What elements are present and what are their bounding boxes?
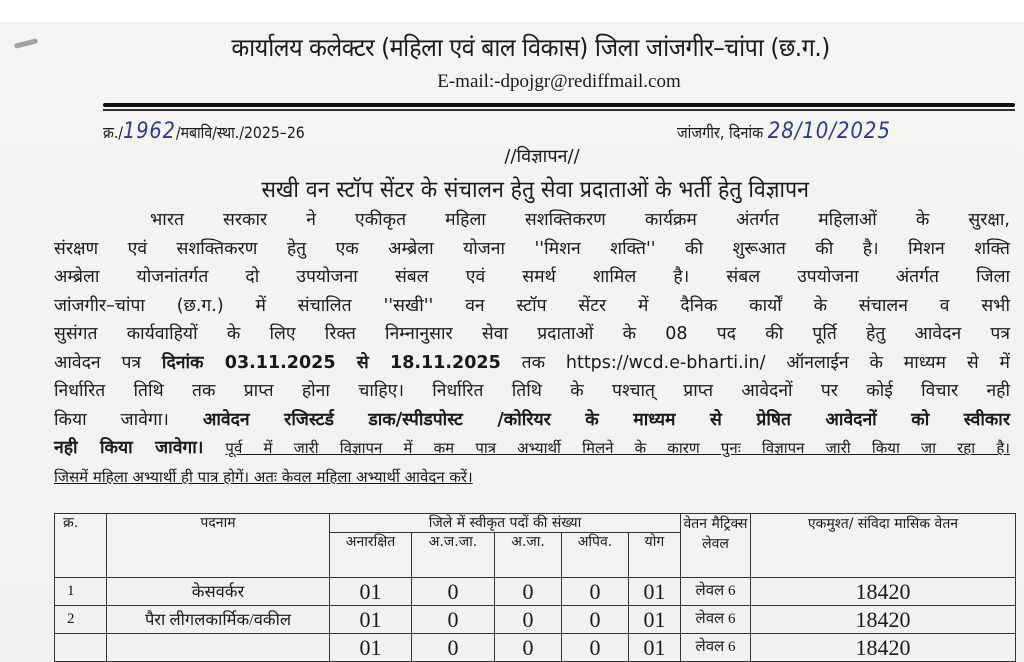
cell-total: 01 — [629, 578, 681, 606]
advertisement-heading: सखी वन स्टॉप सेंटर के संचालन हेतु सेवा प्रदाताओं के भर्ती हेतु विज्ञापन — [261, 177, 810, 203]
body-line: अम्ब्रेला योजनांतर्गत दो उपयोजना संबल एवं समर्थ शामिल है। संबल उपयोजना अंतर्गत जिला — [54, 267, 1010, 287]
body-line — [54, 434, 1010, 463]
header-rule-thick — [103, 103, 1015, 107]
cell-st: 0 — [412, 634, 495, 662]
advertisement-tag: //विज्ञापन// — [504, 146, 580, 167]
cell-unreserved: 01 — [330, 606, 412, 634]
body-line: भारत सरकार ने एकीकृत महिला सशक्तिकरण कार्यक्रम अंतर्गत महिलाओं के सुरक्षा, — [150, 210, 1010, 230]
header-sn: क्र. — [55, 514, 107, 578]
header-unreserved: अनारक्षित — [330, 533, 412, 578]
cell-obc: 0 — [562, 606, 629, 634]
cell-post: पैरा लीगलकार्मिक/वकील — [107, 606, 330, 634]
header-rule-thin — [103, 109, 1015, 111]
header-salary: एकमुश्त/ संविदा मासिक वेतन — [751, 514, 1016, 578]
body-text: तक https://wcd.e-bharti.in/ ऑनलाईन के माध्यम से में — [521, 352, 1010, 373]
dateline-label: जांजगीर, दिनांक — [677, 123, 764, 142]
cell-st: 0 — [412, 606, 495, 634]
table-row — [55, 578, 1016, 606]
table-row — [55, 606, 1016, 634]
reference-prefix: क्र./ — [103, 123, 124, 142]
office-email: E-mail:-dpojgr@rediffmail.com — [437, 71, 681, 92]
top-margin — [0, 0, 1024, 22]
cell-salary: 18420 — [751, 634, 1016, 662]
application-dates: दिनांक 03.11.2025 से 18.11.2025 — [161, 352, 501, 373]
cell-post: केसवर्कर — [107, 578, 330, 606]
cell-level: लेवल 6 — [681, 634, 751, 662]
cell-salary: 18420 — [751, 606, 1016, 634]
readvertisement-notice: पूर्व में जारी विज्ञापन में कम पात्र अभ्यार्थी मिलने के कारण पुनः विज्ञापन जारी किया जा रहा है। — [225, 439, 1010, 457]
cell-total: 01 — [629, 606, 681, 634]
header-pay-matrix: वेतन मैट्रिक्स लेवल — [681, 514, 751, 578]
cell-total: 01 — [629, 634, 681, 662]
header-sanctioned-posts: जिले में स्वीकृत पदों की संख्या — [330, 514, 681, 533]
body-line: संरक्षण एवं सशक्तिकरण हेतु एक अम्ब्रेला योजना ''मिशन शक्ति'' की शुरूआत की है। मिशन शक्ति — [54, 238, 1010, 259]
dateline — [677, 119, 891, 144]
table-header-row — [55, 514, 1016, 533]
header-post: पदनाम — [107, 514, 330, 578]
cell-salary: 18420 — [751, 578, 1016, 606]
body-text: आवेदन पत्र — [54, 352, 142, 373]
cell-st: 0 — [412, 578, 495, 606]
cell-post — [107, 634, 330, 662]
reference-number — [103, 119, 305, 144]
reference-suffix: /मबावि/स्था./2025–26 — [175, 123, 305, 142]
body-line: सुसंगत कार्यवाहियों के लिए रिक्त निम्नानुसार सेवा प्रदाताओं के 08 पद की पूर्ति हेतु आवेदन पत्र — [54, 324, 1010, 344]
postal-notice-cont: नही किया जावेगा। — [54, 438, 204, 458]
eligibility-notice: जिसमें महिला अभ्यार्थी ही पात्र होगें। अतः केवल महिला अभ्यार्थी आवेदन करें। — [54, 467, 473, 486]
postal-notice: आवेदन रजिस्टर्ड डाक/स्पीडपोस्ट /कोरियर के माध्यम से प्रेषित आवेदनों को स्वीकार — [202, 409, 1010, 430]
header-total: योग — [629, 533, 681, 578]
cell-unreserved: 01 — [330, 634, 412, 662]
cell-obc: 0 — [562, 634, 629, 662]
table-row — [55, 634, 1016, 662]
cell-sn — [55, 634, 107, 662]
body-line — [54, 406, 1010, 435]
cell-level: लेवल 6 — [681, 606, 751, 634]
cell-obc: 0 — [562, 578, 629, 606]
advertisement-body — [54, 206, 1010, 491]
cell-level: लेवल 6 — [681, 578, 751, 606]
body-line: निर्धारित तिथि तक प्राप्त होना चाहिए। निर्धारित तिथि के पश्चात् प्राप्त आवेदनों पर कोई विचार नही — [54, 381, 1010, 401]
cell-sn: 2 — [55, 606, 107, 634]
reference-handwritten-number: 1962 — [123, 119, 176, 144]
office-title: कार्यालय कलेक्टर (महिला एवं बाल विकास) जिला जांजगीर–चांपा (छ.ग.) — [231, 33, 830, 62]
header-sc: अ.जा. — [495, 533, 562, 578]
cell-sc: 0 — [495, 606, 562, 634]
posts-table — [54, 513, 1016, 662]
header-obc: अपिव. — [562, 533, 629, 578]
header-st: अ.ज.जा. — [412, 533, 495, 578]
body-text: किया जावेगा। — [54, 409, 169, 430]
cell-sn: 1 — [55, 578, 107, 606]
body-line — [54, 349, 1010, 378]
cell-unreserved: 01 — [330, 578, 412, 606]
cell-sc: 0 — [495, 634, 562, 662]
body-line: जांजगीर–चांपा (छ.ग.) में संचालित ''सखी'' वन स्टॉप सेंटर में दैनिक कार्यों के संचालन व सभी — [54, 295, 1010, 316]
dateline-handwritten-date: 28/10/2025 — [767, 119, 891, 144]
cell-sc: 0 — [495, 578, 562, 606]
